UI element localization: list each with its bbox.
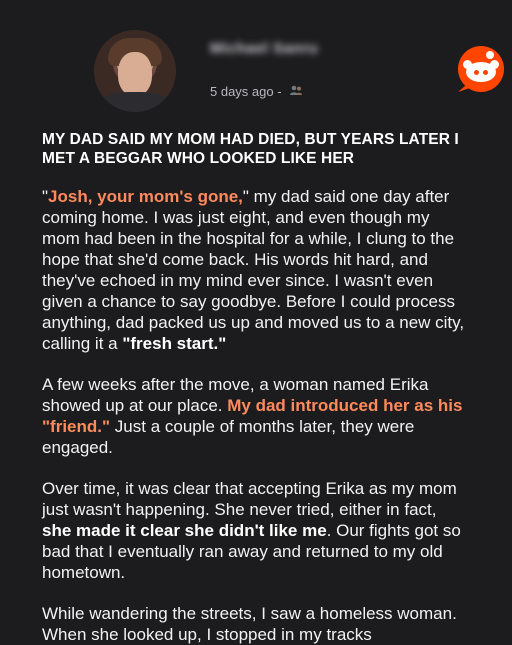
- reddit-eye-right: [483, 70, 488, 75]
- paragraph-2-tail: Just a couple of months later, they were engaged.: [42, 417, 415, 457]
- reddit-antenna: [486, 51, 494, 59]
- time-ago: 5 days ago -: [210, 84, 282, 99]
- post-meta: [210, 84, 303, 99]
- paragraph-2: [42, 374, 470, 458]
- bold-fresh-start: "fresh start.": [122, 334, 227, 353]
- paragraph-4: While wandering the streets, I saw a homeless woman. When she looked up, I stopped in my tracks: [42, 604, 457, 644]
- people-icon: [289, 84, 303, 99]
- avatar[interactable]: [94, 30, 176, 112]
- reddit-icon: [458, 46, 504, 92]
- reddit-head: [466, 62, 496, 82]
- post-header: [42, 0, 470, 118]
- bold-didnt-like-me: she made it clear she didn't like me: [42, 521, 327, 540]
- paragraph-1: [42, 186, 470, 354]
- post-body: [42, 186, 470, 645]
- paragraph-3-text: Over time, it was clear that accepting Erika as my mom just wasn't happening. She never tried, either in fact,: [42, 479, 457, 519]
- paragraph-2-text: A few weeks after the move, a woman named Erika showed up at our place.: [42, 375, 429, 415]
- avatar-shirt: [100, 92, 170, 112]
- post-title: MY DAD SAID MY MOM HAD DIED, BUT YEARS LATER I MET A BEGGAR WHO LOOKED LIKE HER: [42, 131, 459, 167]
- paragraph-3-tail: . Our fights got so bad that I eventually ran away and returned to my old hometown.: [42, 521, 461, 582]
- reddit-eye-left: [474, 70, 479, 75]
- quote-open-mark: ": [42, 187, 49, 206]
- quote-close-mark: ": [242, 187, 249, 206]
- username[interactable]: Michael Sanru: [210, 40, 319, 57]
- reddit-bubble-tail: [458, 80, 472, 92]
- paragraph-3: [42, 478, 470, 583]
- paragraph-1-text: my dad said one day after coming home. I was just eight, and even though my mom had been in the hospital for a while, I clung to the hope that she'd come back. His words hit hard, and they've echoed in my mind ever since. I wasn't even given a chance to say goodbye. Before I could process anything, dad packed us up and moved us to a new city, calling it a: [42, 187, 465, 353]
- avatar-face: [118, 52, 152, 96]
- highlight-introduced: My dad introduced her as his "friend.": [42, 396, 463, 436]
- highlight-quote: Josh, your mom's gone,: [48, 187, 243, 206]
